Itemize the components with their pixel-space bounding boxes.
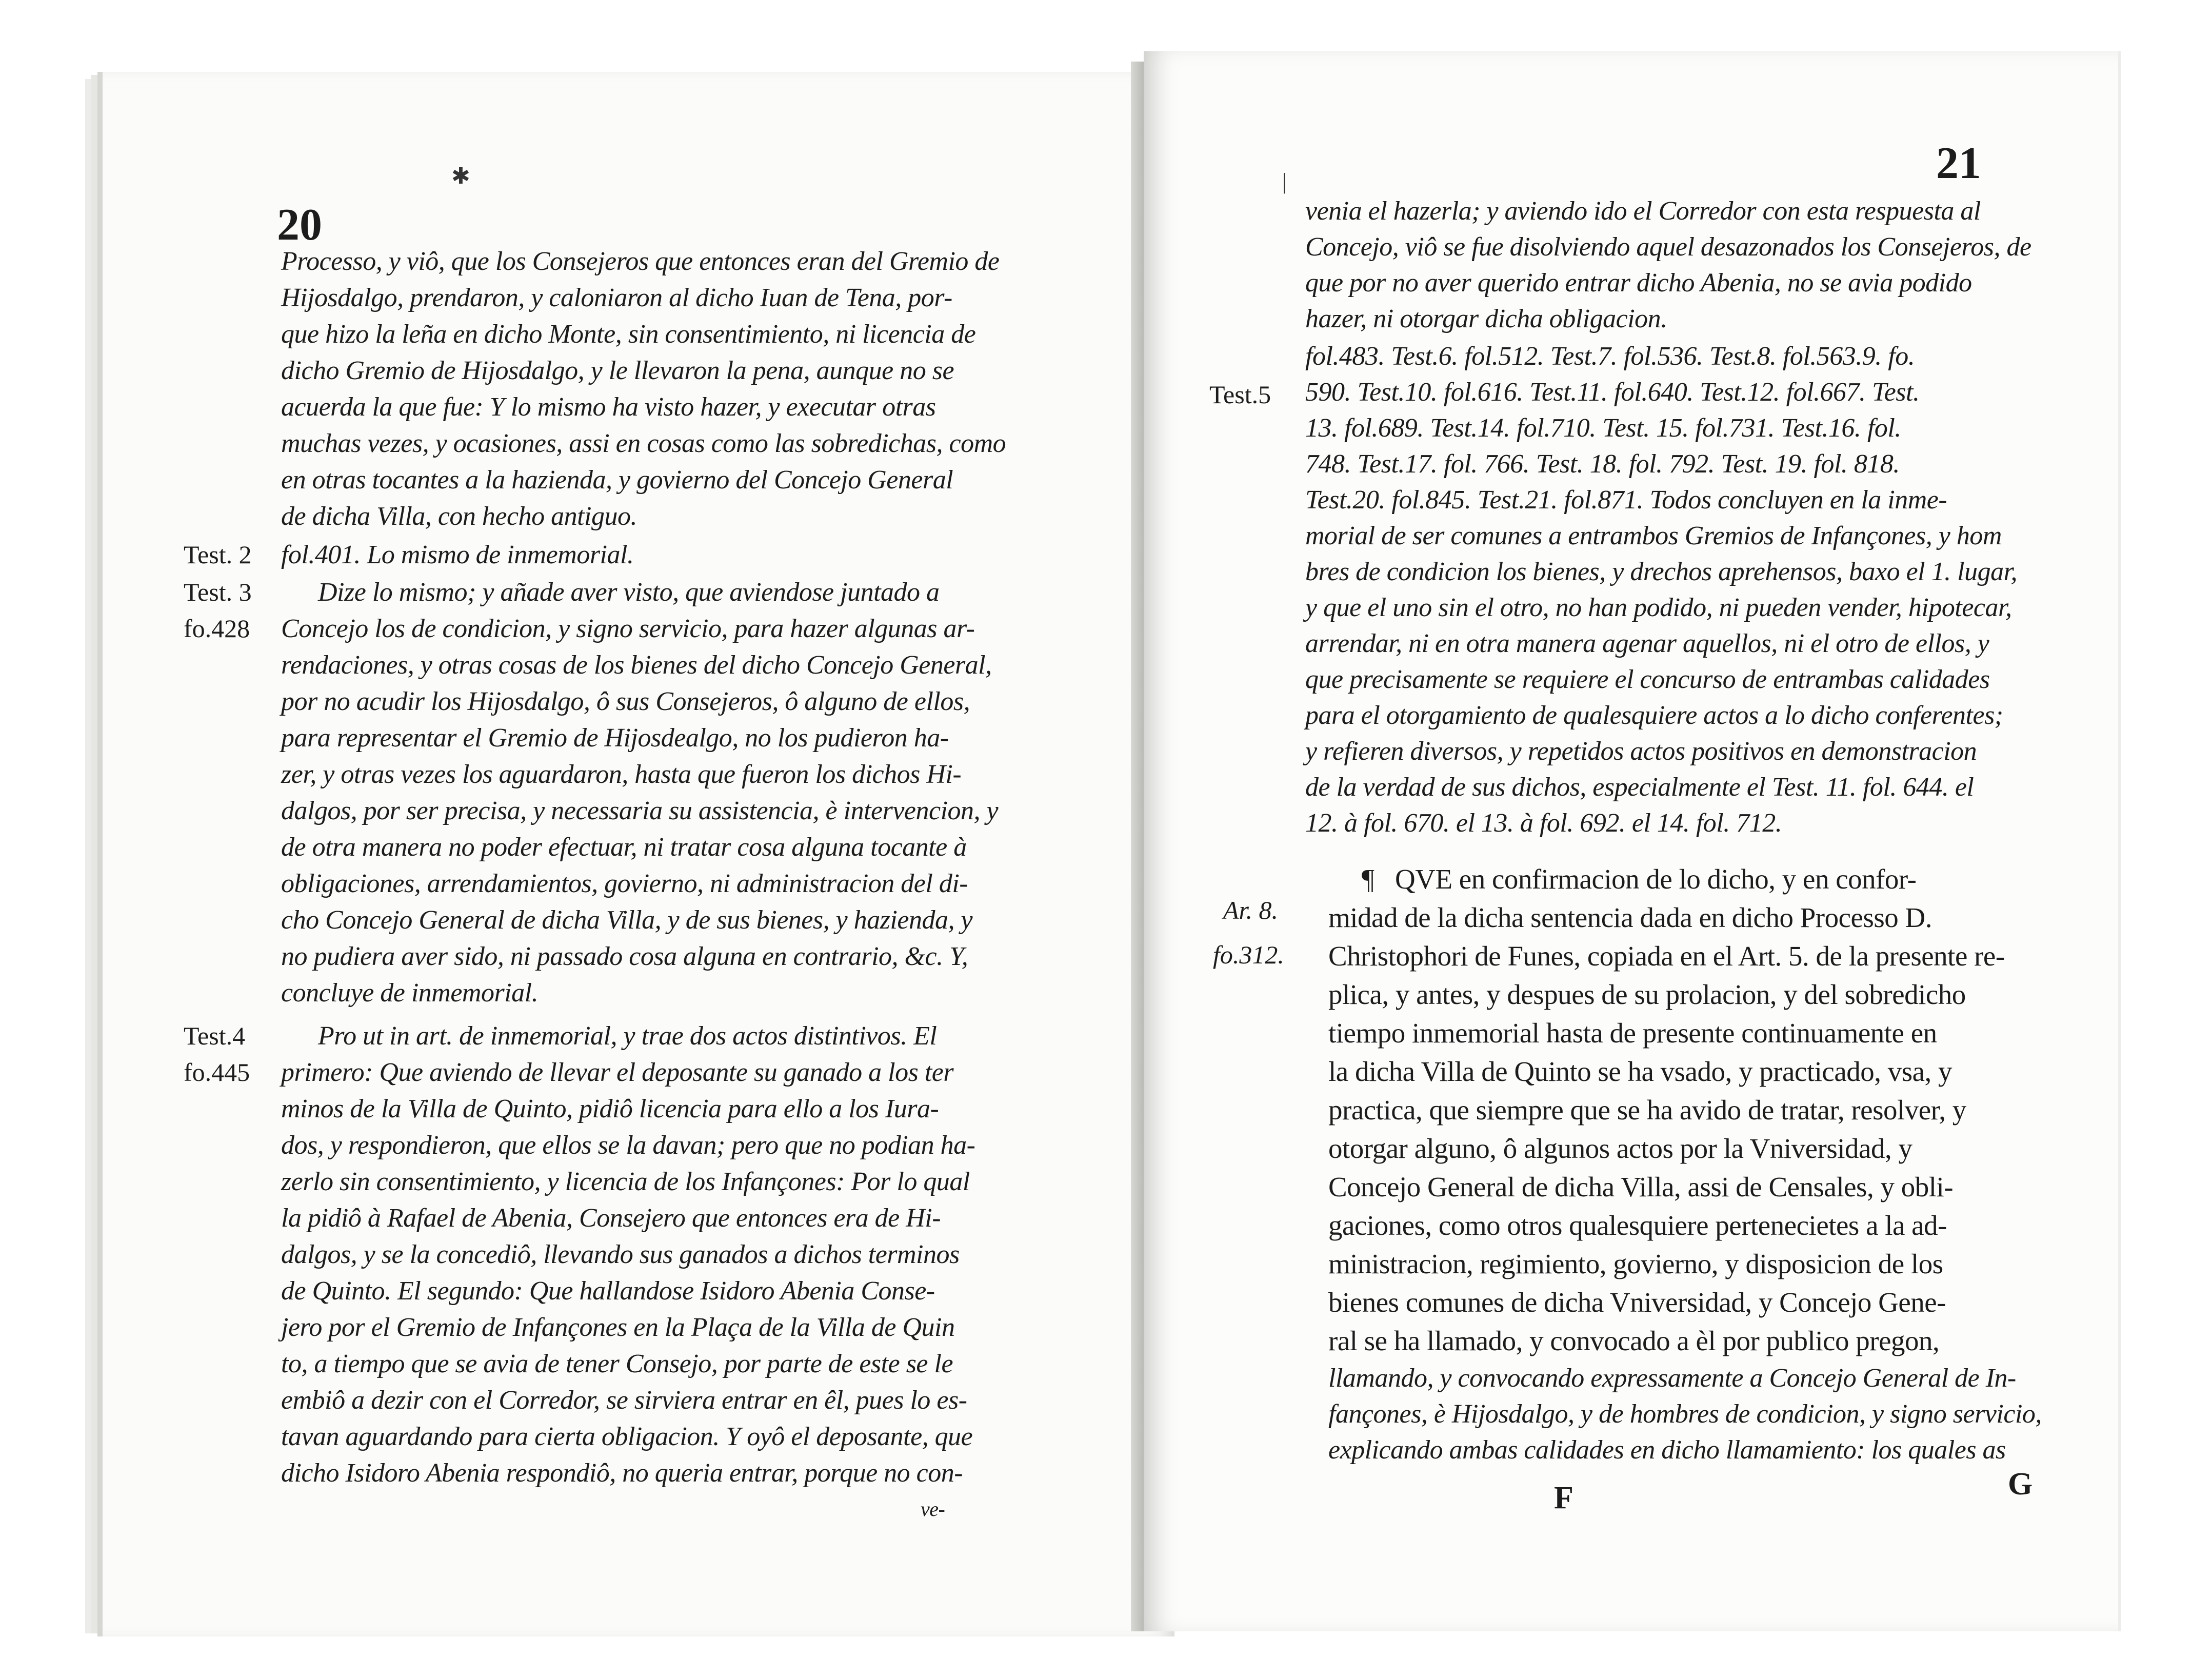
text-line: dicho Isidoro Abenia respondiô, no queria entrar, porque no con- [281, 1458, 963, 1488]
margin-note: Ar. 8. [1223, 896, 1278, 924]
text-line: la pidiô à Rafael de Abenia, Consejero que entonces era de Hi- [281, 1204, 941, 1233]
text-line: que hizo la leña en dicho Monte, sin consentimiento, ni licencia de [281, 320, 976, 349]
text-line: hazer, ni otorgar dicha obligacion. [1305, 304, 1667, 333]
text-line: fol.483. Test.6. fol.512. Test.7. fol.536. Test.8. fol.563.9. fo. [1305, 342, 1915, 371]
catchword-right: G [2008, 1467, 2033, 1502]
text-line: venia el hazerla; y aviendo ido el Corredor con esta respuesta al [1305, 196, 1981, 226]
text-line: para el otorgamiento de qualesquiere actos a lo dicho conferentes; [1305, 701, 2003, 730]
text-line: morial de ser comunes a entrambos Gremios de Infançones, y hom [1305, 521, 2002, 550]
text-line: fançones, è Hijosdalgo, y de hombres de condicion, y signo servicio, [1328, 1399, 2042, 1429]
text-line: Concejo, viô se fue disolviendo aquel desazonados los Consejeros, de [1305, 232, 2031, 262]
margin-note: Test.4 [184, 1021, 246, 1050]
text-line: Christophori de Funes, copiada en el Art. 5. de la presente re- [1328, 940, 2005, 972]
text-line: llamando, y convocando expressamente a Concejo General de In- [1328, 1364, 2016, 1393]
text-line: que por no aver querido entrar dicho Abenia, no se avia podido [1305, 268, 1972, 298]
text-line: dos, y respondieron, que ellos se la davan; pero que no podian ha- [281, 1131, 975, 1160]
margin-note: Test.5 [1209, 380, 1271, 409]
text-line: otorgar alguno, ô algunos actos por la Vniversidad, y [1328, 1133, 1912, 1164]
text-line: gaciones, como otros qualesquiere pertenecietes a la ad- [1328, 1210, 1947, 1241]
text-line: que precisamente se requiere el concurso de entrambas calidades [1305, 665, 1990, 694]
text-line: midad de la dicha sentencia dada en dicho Processo D. [1328, 902, 1932, 933]
text-line: de dicha Villa, con hecho antiguo. [281, 502, 637, 531]
signature-mark: F [1554, 1481, 1573, 1515]
text-line: zerlo sin consentimiento, y licencia de los Infançones: Por lo qual [281, 1167, 970, 1196]
text-line: Hijosdalgo, prendaron, y caloniaron al dicho Iuan de Tena, por- [281, 283, 952, 312]
text-line: Test.20. fol.845. Test.21. fol.871. Todos concluyen en la inme- [1305, 485, 1947, 515]
catchword-left: ve- [921, 1497, 945, 1521]
text-line: Processo, y viô, que los Consejeros que entonces eran del Gremio de [281, 247, 1000, 276]
text-line: 590. Test.10. fol.616. Test.11. fol.640. Test.12. fol.667. Test. [1305, 378, 1920, 407]
text-line: por no acudir los Hijosdalgo, ô sus Consejeros, ô alguno de ellos, [281, 687, 970, 716]
text-line: primero: Que aviendo de llevar el deposante su ganado a los ter [281, 1058, 954, 1087]
text-line: la dicha Villa de Quinto se ha vsado, y practicado, vsa, y [1328, 1056, 1952, 1087]
text-line: de otra manera no poder efectuar, ni tratar cosa alguna tocante à [281, 833, 967, 862]
margin-note: fo.445 [184, 1058, 250, 1087]
text-line: jero por el Gremio de Infançones en la Plaça de la Villa de Quin [281, 1313, 955, 1342]
text-line: practica, que siempre que se ha avido de tratar, resolver, y [1328, 1094, 1966, 1126]
text-line: obligaciones, arrendamientos, govierno, ni administracion del di- [281, 869, 968, 898]
text-line: para representar el Gremio de Hijosdealgo, no los pudieron ha- [281, 723, 949, 753]
ink-mark: ✱ [451, 164, 470, 189]
text-line: zer, y otras vezes los aguardaron, hasta que fueron los dichos Hi- [281, 760, 962, 789]
margin-note: fo.428 [184, 614, 250, 643]
text-line: acuerda la que fue: Y lo mismo ha visto hazer, y executar otras [281, 392, 936, 422]
text-line: QVE en confirmacion de lo dicho, y en confor- [1395, 863, 1917, 895]
text-line: fol.401. Lo mismo de inmemorial. [281, 540, 634, 569]
text-line: rendaciones, y otras cosas de los bienes del dicho Concejo General, [281, 650, 992, 680]
text-line: 13. fol.689. Test.14. fol.710. Test. 15. fol.731. Test.16. fol. [1305, 413, 1901, 443]
ink-mark: | [1282, 169, 1287, 194]
margin-note: Test. 3 [184, 578, 252, 606]
text-line: bres de condicion los bienes, y drechos aprehensos, baxo el 1. lugar, [1305, 557, 2018, 586]
text-line: dalgos, por ser precisa, y necessaria su assistencia, è intervencion, y [281, 796, 999, 825]
pilcrow: ¶ [1362, 863, 1374, 895]
text-line: explicando ambas calidades en dicho llamamiento: los quales as [1328, 1435, 2006, 1465]
margin-note: Test. 2 [184, 540, 252, 569]
text-line: ral se ha llamado, y convocado a èl por publico pregon, [1328, 1325, 1940, 1356]
text-line: ministracion, regimiento, govierno, y disposicion de los [1328, 1248, 1943, 1279]
text-line: 12. à fol. 670. el 13. à fol. 692. el 14. fol. 712. [1305, 808, 1782, 838]
text-line: 748. Test.17. fol. 766. Test. 18. fol. 792. Test. 19. fol. 818. [1305, 449, 1900, 479]
text-line: arrendar, ni en otra manera agenar aquellos, ni el otro de ellos, y [1305, 629, 1989, 658]
text-line: Concejo General de dicha Villa, assi de Censales, y obli- [1328, 1171, 1954, 1202]
page-number-left: 20 [277, 200, 322, 250]
text-line: embiô a dezir con el Corredor, se sirviera entrar en êl, pues lo es- [281, 1386, 967, 1415]
text-line: y refieren diversos, y repetidos actos positivos en demonstracion [1305, 737, 1977, 766]
text-line: plica, y antes, y despues de su prolacion, y del sobredicho [1328, 979, 1966, 1010]
page-number-right: 21 [1936, 139, 1981, 188]
margin-note: fo.312. [1213, 940, 1284, 969]
text-line: dalgos, y se la concediô, llevando sus ganados a dichos terminos [281, 1240, 960, 1269]
text-line: de Quinto. El segundo: Que hallandose Isidoro Abenia Conse- [281, 1276, 935, 1306]
text-line: to, a tiempo que se avia de tener Consejo, por parte de este se le [281, 1349, 953, 1378]
text-line: en otras tocantes a la hazienda, y govierno del Concejo General [281, 465, 953, 495]
text-line: cho Concejo General de dicha Villa, y de sus bienes, y hazienda, y [281, 905, 973, 935]
text-line: minos de la Villa de Quinto, pidiô licencia para ello a los Iura- [281, 1094, 939, 1123]
text-line: no pudiera aver sido, ni passado cosa alguna en contrario, &c. Y, [281, 942, 968, 971]
text-line: Dize lo mismo; y añade aver visto, que aviendose juntado a [318, 578, 940, 607]
text-line: muchas vezes, y ocasiones, assi en cosas como las sobredichas, como [281, 429, 1006, 458]
text-line: concluye de inmemorial. [281, 978, 539, 1008]
text-line: tavan aguardando para cierta obligacion. Y oyô el deposante, que [281, 1422, 973, 1451]
text-line: bienes comunes de dicha Vniversidad, y Concejo Gene- [1328, 1287, 1946, 1318]
text-line: de la verdad de sus dichos, especialmente el Test. 11. fol. 644. el [1305, 773, 1974, 802]
text-line: Concejo los de condicion, y signo servicio, para hazer algunas ar- [281, 614, 975, 643]
text-line: Pro ut in art. de inmemorial, y trae dos actos distintivos. El [318, 1021, 937, 1051]
text-line: dicho Gremio de Hijosdalgo, y le llevaron la pena, aunque no se [281, 356, 954, 385]
text-line: tiempo inmemorial hasta de presente continuamente en [1328, 1017, 1937, 1049]
text-line: y que el uno sin el otro, no han podido, ni pueden vender, hipotecar, [1305, 593, 2012, 622]
